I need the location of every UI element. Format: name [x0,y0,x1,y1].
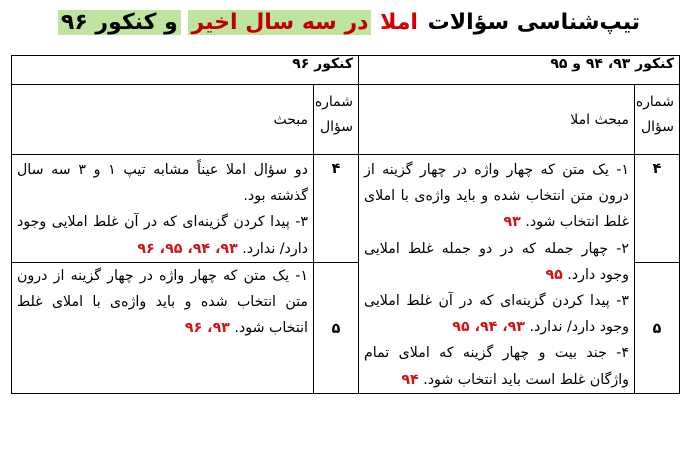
qnum-header-line2: سؤال [319,119,353,135]
qnum-header-line1: شماره [635,94,674,110]
years-badge: ۹۳، ۹۴، ۹۵، ۹۶ [137,240,238,257]
list-item: ۱- یک متن که چهار واژه در چهار گزینه از درون متن انتخاب شده و باید واژه‌ی با املای غلط انتخاب شود. ۹۳، ۹۶ [17,267,308,337]
years-badge: ۹۳ [503,214,521,231]
list-item: ۳- پیدا کردن گزینه‌ای که در آن غلط املایی وجود دارد/ ندارد. ۹۳، ۹۴، ۹۵، ۹۶ [17,214,308,257]
list-item: ۳- پیدا کردن گزینه‌ای که در آن غلط املایی وجود دارد/ ندارد. ۹۳، ۹۴، ۹۵ [364,293,629,336]
years-badge: ۹۳، ۹۶ [184,320,230,337]
left-topic-header: مبحث [12,85,314,155]
right-qnum-header [635,85,680,155]
title-part-2: املا [380,10,418,35]
comparison-table [11,55,680,394]
table-row [12,155,680,263]
left-header: کنکور ۹۶ [12,56,359,85]
page-title [16,6,683,40]
list-item: ۴- جند بیت و چهار گزینه که املای تمام واژگان غلط است باید انتخاب شود. ۹۴ [364,345,629,388]
left-qnum-5: ۵ [314,262,359,393]
right-header: کنکور ۹۳، ۹۴ و ۹۵ [359,56,680,85]
title-part-4: و کنکور ۹۶ [58,10,181,35]
left-topics-cell-1 [12,155,314,263]
title-part-1: تیپ‌شناسی سؤالات [427,10,641,35]
left-qnum-header [314,85,359,155]
title-part-3: در سه سال اخیر [188,10,371,35]
left-qnum-4: ۴ [314,155,359,263]
left-topics-cell-2 [12,262,314,393]
right-qnum-4: ۴ [635,155,680,263]
years-badge: ۹۳، ۹۴، ۹۵ [452,319,525,336]
table-header-row [12,56,680,85]
list-item: ۱- یک متن که چهار واژه در چهار گزینه از درون متن انتخاب شده و باید واژه‌ی با املای غلط انتخاب شود. ۹۳ [364,162,629,231]
years-badge: ۹۴ [401,371,419,388]
list-item: ۲- چهار جمله که در دو جمله غلط املایی وجود دارد. ۹۵ [364,240,629,283]
years-badge: ۹۵ [545,266,563,283]
list-item: دو سؤال املا عیناً مشابه تیپ ۱ و ۳ سه سال گذشته بود. [17,162,308,205]
qnum-header-line1: شماره [314,94,353,110]
right-topics-cell [359,155,635,394]
qnum-header-line2: سؤال [640,119,674,135]
table-subheader-row [12,85,680,155]
right-qnum-5: ۵ [635,262,680,393]
right-topic-header: مبحث املا [359,85,635,155]
